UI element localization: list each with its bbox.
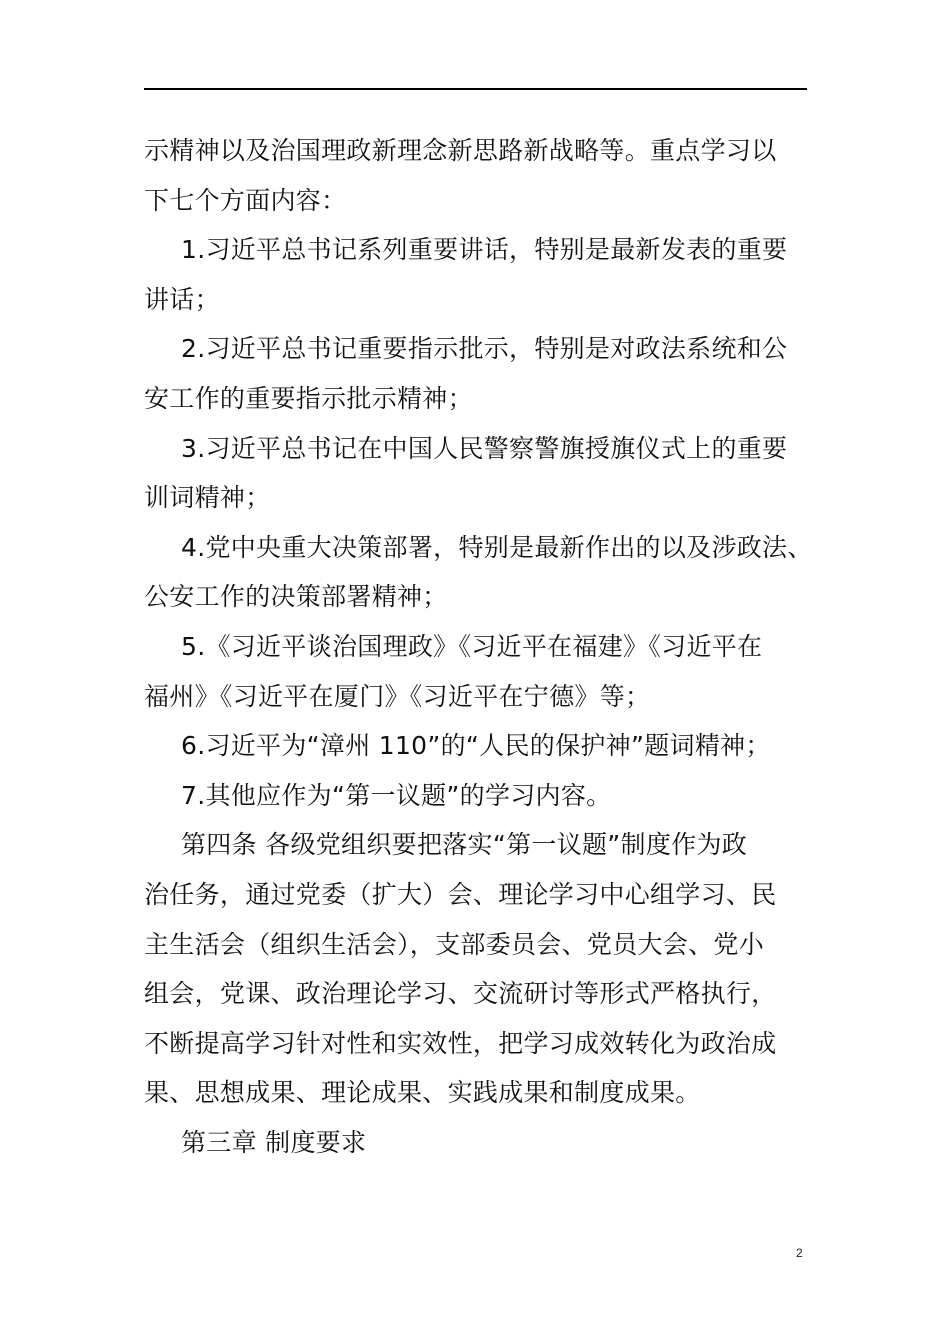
list-item-4: 4.党中央重大决策部署，特别是最新作出的以及涉政法、 xyxy=(181,532,813,562)
text-line: 安工作的重要指示批示精神； xyxy=(144,383,473,413)
text-line: 福州》《习近平在厦门》《习近平在宁德》等； xyxy=(144,681,651,711)
page-number: 2 xyxy=(796,1246,803,1260)
text-line: 主生活会（组织生活会），支部委员会、党员大会、党小 xyxy=(144,929,765,959)
text-line: 训词精神； xyxy=(144,483,271,513)
text-line: 不断提高学习针对性和实效性，把学习成效转化为政治成 xyxy=(144,1028,777,1058)
text-line: 讲话； xyxy=(144,284,220,314)
text-line: 示精神以及治国理政新理念新思路新战略等。重点学习以 xyxy=(144,136,777,165)
chapter-3-heading: 第三章 制度要求 xyxy=(181,1127,367,1157)
article-4-heading: 第四条 各级党组织要把落实“第一议题”制度作为政 xyxy=(181,830,748,860)
text-line: 公安工作的决策部署精神； xyxy=(144,582,448,612)
text-line: 下七个方面内容： xyxy=(144,185,347,215)
list-item-7: 7.其他应作为“第一议题”的学习内容。 xyxy=(181,780,612,810)
text-line: 治任务，通过党委（扩大）会、理论学习中心组学习、民 xyxy=(144,879,777,909)
header-rule xyxy=(144,88,807,90)
list-item-5: 5.《习近平谈治国理政》《习近平在福建》《习近平在 xyxy=(181,631,763,661)
list-item-6: 6.习近平为“漳州 110”的“人民的保护神”题词精神； xyxy=(181,731,771,761)
list-item-2: 2.习近平总书记重要指示批示，特别是对政法系统和公 xyxy=(181,334,788,364)
text-line: 果、思想成果、理论成果、实践成果和制度成果。 xyxy=(144,1078,701,1108)
list-item-1: 1.习近平总书记系列重要讲话，特别是最新发表的重要 xyxy=(181,235,788,265)
text-line: 组会，党课、政治理论学习、交流研讨等形式严格执行， xyxy=(144,979,777,1009)
list-item-3: 3.习近平总书记在中国人民警察警旗授旗仪式上的重要 xyxy=(181,433,788,463)
document-body xyxy=(144,126,814,1167)
